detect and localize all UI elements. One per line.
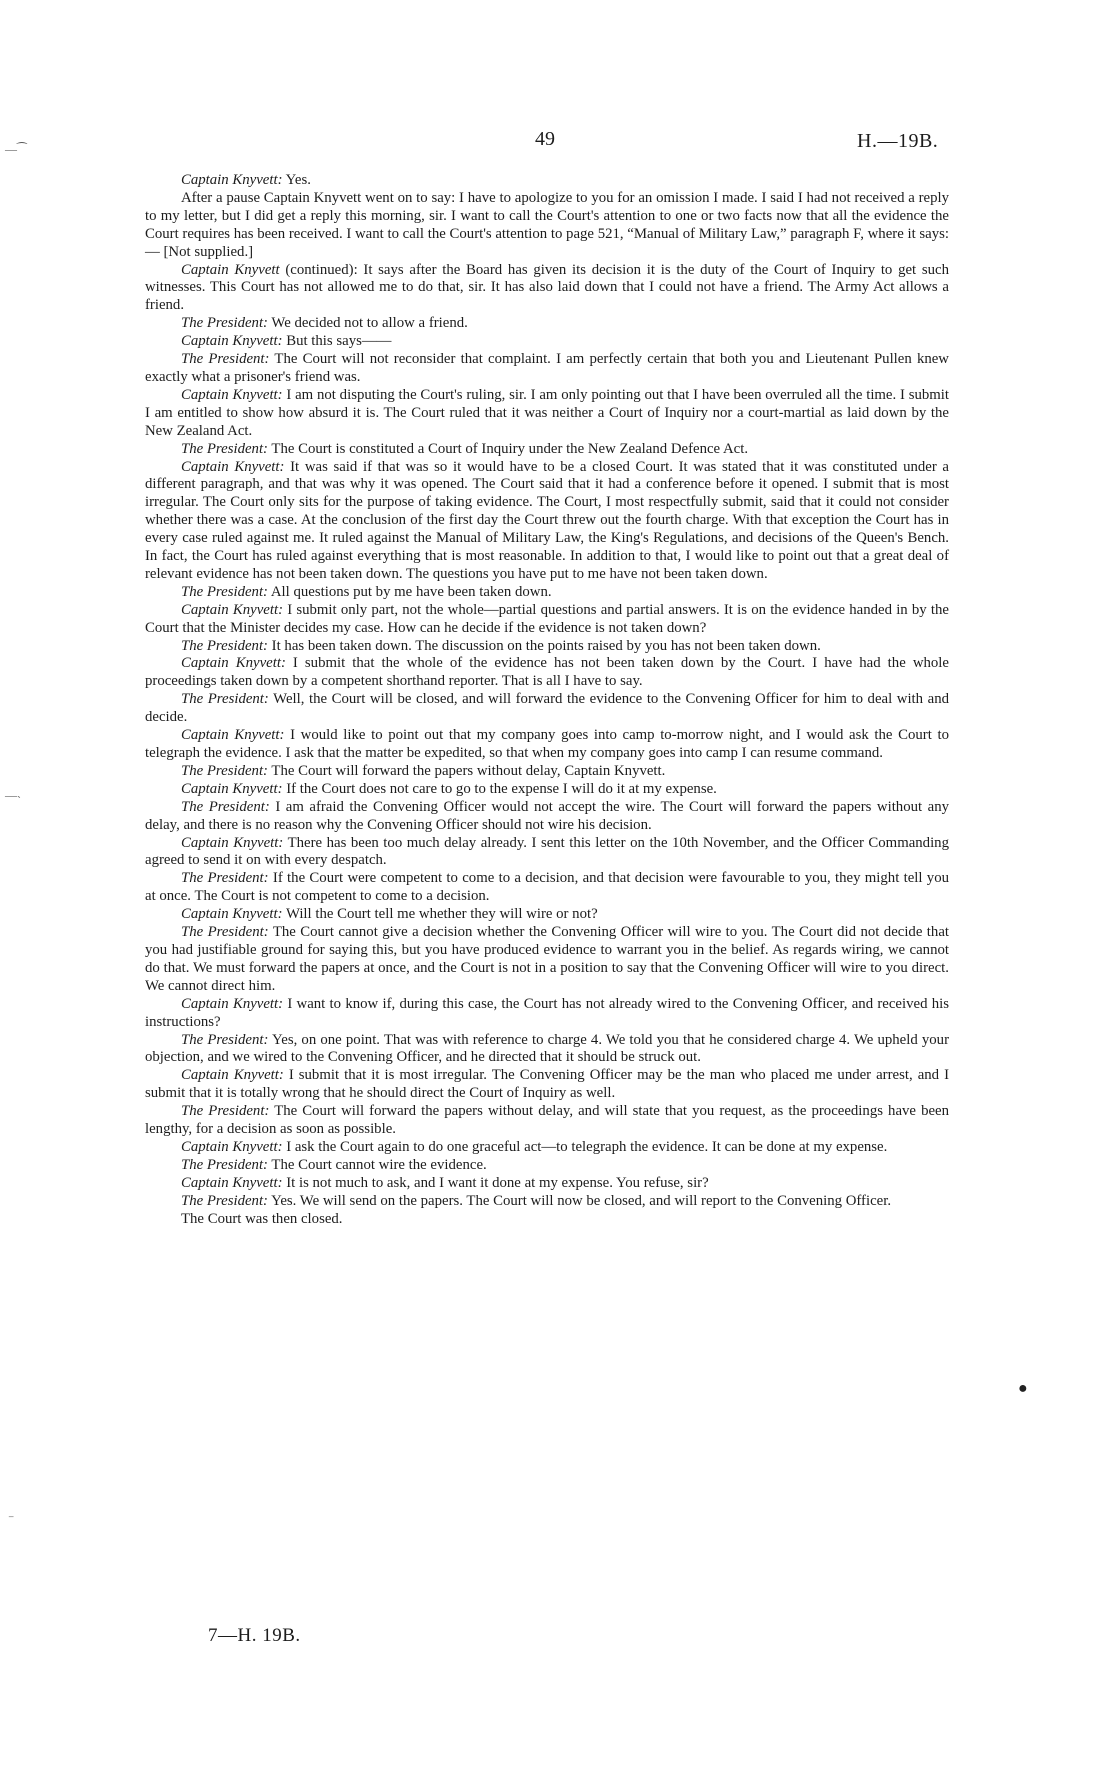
margin-tick: ⁻ [8,1512,15,1526]
page-number: 49 [535,128,555,150]
paragraph-text: If the Court does not care to go to the expense I will do it at my expense. [282,780,717,797]
speaker-name: Captain Knyvett: [181,995,284,1012]
speaker-name: The President: [181,1103,270,1120]
paragraph-text: I submit that it is most irregular. The Convening Officer may be the man who placed me under arrest, and I submit that it is totally wrong that he should direct the Court of Inquiry as well. [145,1067,949,1102]
margin-tick: —˴ [5,788,21,802]
speaker-name: The President: [181,351,270,368]
margin-dot: ● [1018,1380,1028,1397]
speaker-name: Captain Knyvett: [181,727,285,744]
speaker-name: Captain Knyvett [181,261,280,278]
transcript-paragraph [145,351,949,387]
paragraph-text: (continued): It says after the Board has given its decision it is the duty of the Court of Inquiry to get such witnesses. This Court has not allowed me to do that, sir. It has also laid down that I could not have a friend. The Army Act allows a friend. [145,261,949,314]
transcript-paragraph [145,333,949,351]
paragraph-text: Yes, on one point. That was with reference to charge 4. We told you that he considered charge 4. We upheld your objection, and we wired to the Convening Officer, and he directed that it should be struck out. [145,1031,949,1066]
paragraph-text: All questions put by me have been taken down. [267,583,552,600]
paragraph-text: The Court is constituted a Court of Inquiry under the New Zealand Defence Act. [267,440,749,457]
transcript-paragraph [145,1032,949,1068]
speaker-name: Captain Knyvett: [181,780,283,797]
speaker-name: Captain Knyvett: [181,386,283,403]
speaker-name: The President: [181,315,268,332]
paragraph-text: Will the Court tell me whether they will wire or not? [282,906,598,923]
transcript-body [145,172,949,1228]
transcript-paragraph [145,1067,949,1103]
speaker-name: The President: [181,440,268,457]
transcript-paragraph [145,1193,949,1211]
paragraph-text: After a pause Captain Knyvett went on to say: I have to apologize to you for an omission I made. I said I had not received a reply to my letter, but I did get a reply this morning, sir. I want to call the Court's attention to one or two facts now that all the evidence the Court requires has been received. I want to call the Court's attention to page 521, “Manual of Military Law,” paragraph F, where it says:— [Not supplied.] [145,189,949,260]
speaker-name: Captain Knyvett: [181,458,285,475]
transcript-paragraph [145,799,949,835]
paragraph-text: The Court cannot wire the evidence. [267,1156,487,1173]
paragraph-text: The Court will forward the papers without delay, and will state that you request, as the proceedings have been lengthy, for a decision as soon as possible. [145,1103,950,1138]
transcript-paragraph [145,459,949,584]
paragraph-text: The Court will forward the papers without delay, Captain Knyvett. [267,762,666,779]
paragraph-text: I want to know if, during this case, the Court has not already wired to the Convening Officer, and received his instructions? [145,995,949,1030]
speaker-name: The President: [181,1156,268,1173]
transcript-paragraph [145,1103,949,1139]
transcript-paragraph [145,870,949,906]
transcript-paragraph [145,1175,949,1193]
speaker-name: Captain Knyvett: [181,1174,283,1191]
speaker-name: The President: [181,762,268,779]
transcript-paragraph [145,441,949,459]
document-reference: H.—19B. [857,130,939,152]
speaker-name: Captain Knyvett: [181,834,284,851]
transcript-paragraph [145,1211,949,1229]
paragraph-text: We decided not to allow a friend. [267,315,468,332]
paragraph-text: Yes. We will send on the papers. The Court will now be closed, and will report to the Convening Officer. [267,1192,892,1209]
speaker-name: The President: [181,798,270,815]
margin-tick: —⁀ [5,142,27,156]
speaker-name: The President: [181,1031,269,1048]
paragraph-text: The Court was then closed. [181,1210,343,1227]
speaker-name: Captain Knyvett: [181,655,286,672]
transcript-paragraph [145,1157,949,1175]
transcript-paragraph [145,655,949,691]
paragraph-text: I submit only part, not the whole—partial questions and partial answers. It is on the evidence handed in by the Court that the Minister decides my case. How can he decide if the evidence is not taken down? [145,601,949,636]
transcript-paragraph [145,1139,949,1157]
speaker-name: The President: [181,637,268,654]
speaker-name: The President: [181,1192,268,1209]
paragraph-text: But this says—— [282,333,392,350]
transcript-paragraph [145,584,949,602]
transcript-paragraph [145,638,949,656]
transcript-paragraph [145,262,949,316]
paragraph-text: There has been too much delay already. I sent this letter on the 10th November, and the Officer Commanding agreed to send it on with every despatch. [145,834,949,869]
paragraph-text: The Court will not reconsider that complaint. I am perfectly certain that both you and Lieutenant Pullen knew exactly what a prisoner's friend was. [145,351,949,385]
paragraph-text: It is not much to ask, and I want it done at my expense. You refuse, sir? [282,1174,709,1191]
speaker-name: Captain Knyvett: [181,906,283,923]
transcript-paragraph [145,781,949,799]
transcript-paragraph [145,727,949,763]
transcript-paragraph [145,602,949,638]
transcript-paragraph [145,996,949,1032]
transcript-paragraph [145,190,949,262]
speaker-name: Captain Knyvett: [181,333,283,350]
transcript-paragraph [145,691,949,727]
transcript-paragraph [145,763,949,781]
paragraph-text: Yes. [282,172,311,188]
paragraph-text: I am afraid the Convening Officer would not accept the wire. The Court will forward the papers without any delay, and there is no reason why the Convening Officer should not wire his decision. [145,798,949,833]
paragraph-text: I am not disputing the Court's ruling, sir. I am only pointing out that I have been overruled all the time. I submit I am entitled to show how absurd it is. The Court ruled that it was neither a Court of Inquiry nor a court-martial as laid down by the New Zealand Act. [145,386,949,439]
speaker-name: Captain Knyvett: [181,1067,284,1084]
speaker-name: The President: [181,691,269,708]
paragraph-text: It has been taken down. The discussion on the points raised by you has not been taken down. [267,637,821,654]
transcript-paragraph [145,924,949,996]
paragraph-text: If the Court were competent to come to a decision, and that decision were favourable to you, they might tell you at once. The Court is not competent to come to a decision. [145,870,950,905]
paragraph-text: It was said if that was so it would have to be a closed Court. It was stated that it was constituted under a different paragraph, and that was why it was opened. The Court said that it had a conference before it opened. I submit that is most irregular. The Court only sits for the purpose of taking evidence. The Court, I most respectfully submit, said that it could not consider whether there was a case. At the conclusion of the first day the Court threw out the fourth charge. With that exception the Court has in every case ruled against me. It ruled against the Manual of Military Law, the King's Regulations, and decisions of the Queen's Bench. In fact, the Court has ruled against everything that is most reasonable. In addition to that, I would like to point out that a great deal of relevant evidence has not been taken down. The questions you have put to me have not been taken down. [145,458,949,582]
speaker-name: The President: [181,870,269,887]
paragraph-text: Well, the Court will be closed, and will forward the evidence to the Convening Officer for him to deal with and decide. [145,691,949,726]
speaker-name: Captain Knyvett: [181,601,284,618]
transcript-paragraph [145,906,949,924]
paragraph-text: I submit that the whole of the evidence has not been taken down by the Court. I have had the whole proceedings taken down by a competent shorthand reporter. That is all I have to say. [145,655,949,690]
speaker-name: The President: [181,583,268,600]
transcript-paragraph [145,835,949,871]
speaker-name: The President: [181,924,269,941]
paragraph-text: I ask the Court again to do one graceful act—to telegraph the evidence. It can be done at my expense. [282,1138,888,1155]
paragraph-text: The Court cannot give a decision whether the Convening Officer will wire to you. The Court did not decide that you had justifiable ground for saying this, but you have produced evidence to warrant you in the belief. As regards wiring, we cannot do that. We must forward the papers at once, and the Court is not in a position to say that the Convening Officer will wire to you direct. We cannot direct him. [145,924,949,994]
speaker-name: Captain Knyvett: [181,172,283,188]
paragraph-text: I would like to point out that my company goes into camp to-morrow night, and I would ask the Court to telegraph the evidence. I ask that the matter be expedited, so that when my company goes into camp I can resume command. [145,727,949,761]
signature-mark: 7—H. 19B. [208,1625,301,1646]
transcript-paragraph [145,315,949,333]
transcript-paragraph [145,172,949,190]
transcript-paragraph [145,387,949,441]
speaker-name: Captain Knyvett: [181,1138,283,1155]
